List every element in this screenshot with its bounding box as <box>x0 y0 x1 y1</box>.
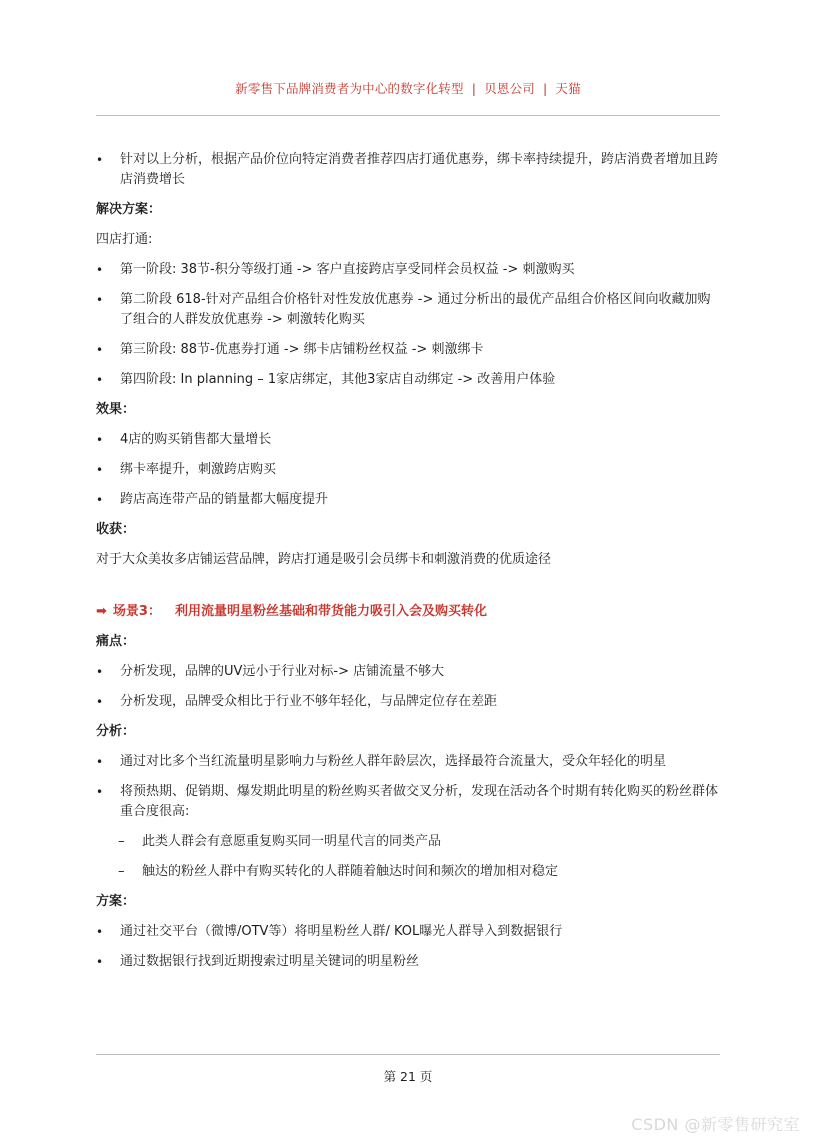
solution-item: • 第一阶段: 38节-积分等级打通 -> 客户直接跨店享受同样会员权益 -> 刺激购买 <box>96 260 720 280</box>
analysis-item: • 通过对比多个当红流量明星影响力与粉丝人群年龄层次，选择最符合流量大，受众年轻化的明星 <box>96 752 720 772</box>
footer-divider <box>96 1054 720 1055</box>
pain-item: • 分析发现，品牌的UV远小于行业对标-> 店铺流量不够大 <box>96 662 720 682</box>
page-header <box>96 79 720 97</box>
solution-item: • 第三阶段: 88节-优惠券打通 -> 绑卡店铺粉丝权益 -> 刺激绑卡 <box>96 340 720 360</box>
effect-item: • 绑卡率提升，刺激跨店购买 <box>96 460 720 480</box>
effect-heading: 效果： <box>96 402 136 417</box>
header-report-title: 新零售下品牌消费者为中心的数字化转型 <box>235 81 464 96</box>
page-content <box>96 150 720 982</box>
header-divider <box>96 115 720 116</box>
header-company: 贝恩公司 <box>484 81 535 96</box>
gain-text: 对于大众美妆多店铺运营品牌，跨店打通是吸引会员绑卡和刺激消费的优质途径 <box>96 552 552 567</box>
watermark: CSDN @新零售研究室 <box>631 1115 800 1134</box>
plan-item: • 通过社交平台（微博/OTV等）将明星粉丝人群/ KOL曝光人群导入到数据银行 <box>96 922 720 942</box>
scene-label: 场景3： <box>112 604 161 619</box>
scene-title <box>96 602 720 622</box>
header-partner: 天猫 <box>555 81 581 96</box>
analysis-sub-item: – 此类人群会有意愿重复购买同一明星代言的同类产品 <box>96 832 720 852</box>
page-number: 第 21 页 <box>383 1069 433 1084</box>
header-separator: | <box>471 81 477 96</box>
analysis-item: • 将预热期、促销期、爆发期此明星的粉丝购买者做交叉分析，发现在活动各个时期有转化购买的粉丝群体重合度很高: <box>96 782 720 822</box>
analysis-sub-item: – 触达的粉丝人群中有购买转化的人群随着触达时间和频次的增加相对稳定 <box>96 862 720 882</box>
solution-subheading: 四店打通: <box>96 232 153 247</box>
scene-heading: 利用流量明星粉丝基础和带货能力吸引入会及购买转化 <box>174 604 487 619</box>
pain-item: • 分析发现，品牌受众相比于行业不够年轻化，与品牌定位存在差距 <box>96 692 720 712</box>
plan-item: • 通过数据银行找到近期搜索过明星关键词的明星粉丝 <box>96 952 720 972</box>
intro-bullet: • 针对以上分析，根据产品价位向特定消费者推荐四店打通优惠券，绑卡率持续提升，跨店消费者增加且跨店消费增长 <box>96 150 720 190</box>
analysis-heading: 分析： <box>96 724 136 739</box>
pain-heading: 痛点： <box>96 634 136 649</box>
plan-heading: 方案： <box>96 894 136 909</box>
arrow-right-icon: ➡ <box>96 604 107 619</box>
effect-item: • 4店的购买销售都大量增长 <box>96 430 720 450</box>
solution-heading: 解决方案： <box>96 202 162 217</box>
solution-item: • 第四阶段: In planning – 1家店绑定，其他3家店自动绑定 -> 改善用户体验 <box>96 370 720 390</box>
gain-heading: 收获： <box>96 522 136 537</box>
solution-item: • 第二阶段 618-针对产品组合价格针对性发放优惠券 -> 通过分析出的最优产品组合价格区间向收藏加购了组合的人群发放优惠券 -> 刺激转化购买 <box>96 290 720 330</box>
effect-item: • 跨店高连带产品的销量都大幅度提升 <box>96 490 720 510</box>
header-separator: | <box>543 81 548 96</box>
